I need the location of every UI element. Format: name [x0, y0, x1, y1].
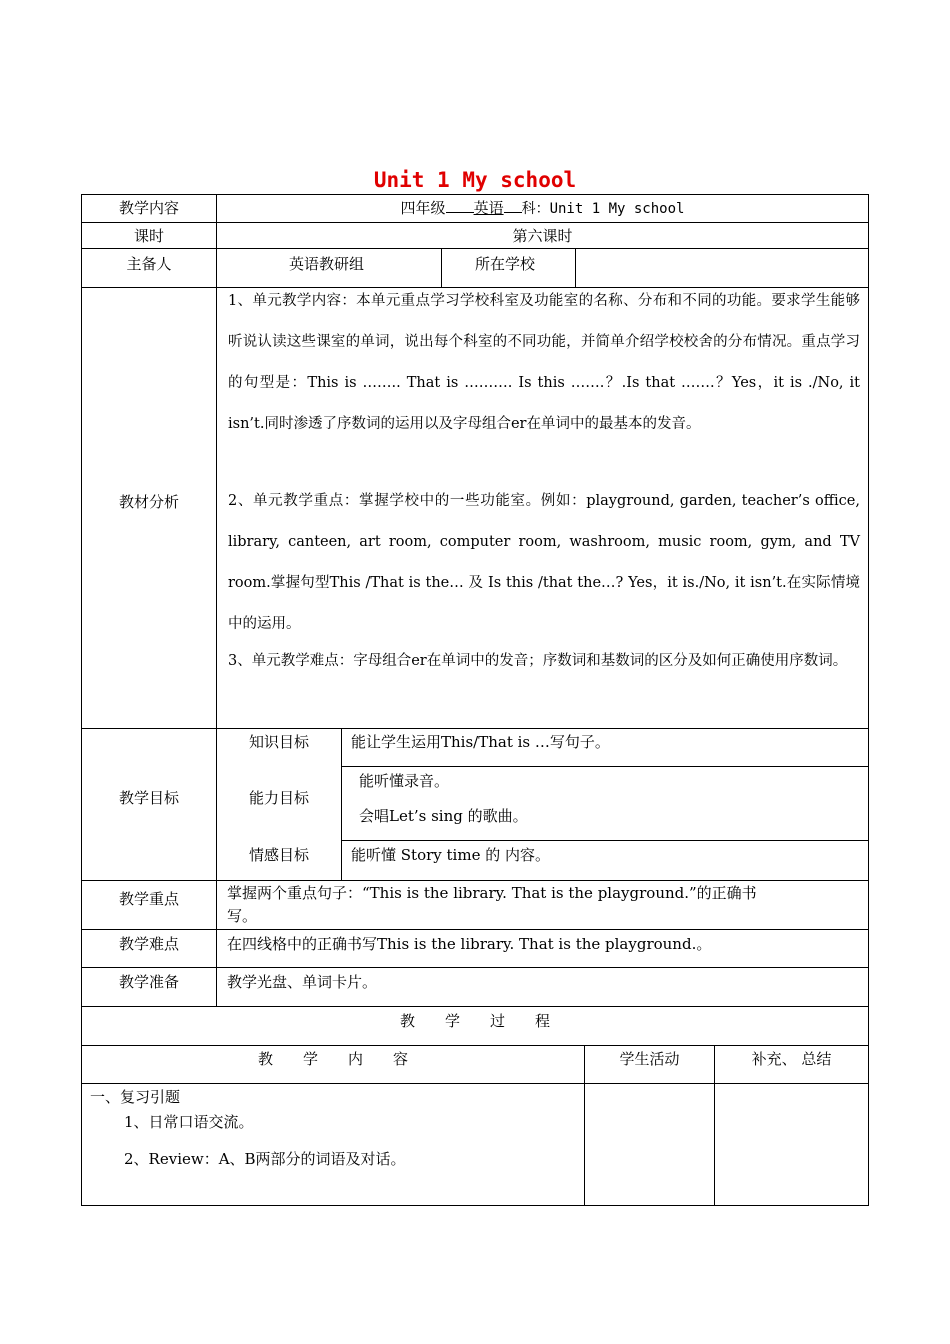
process-activity-header: 学生活动 — [619, 1050, 680, 1068]
school-label: 所在学校 — [475, 255, 536, 273]
key-points-label: 教学重点 — [118, 890, 179, 908]
content-subject: 英语 — [473, 199, 504, 217]
process-item-2: 2、Review：A、B两部分的词语及对话。 — [124, 1150, 406, 1168]
process-item-heading: 一、复习引题 — [90, 1088, 181, 1106]
analysis-label: 教材分析 — [118, 493, 179, 511]
content-label: 教学内容 — [118, 199, 179, 217]
preparer-value: 英语教研组 — [289, 255, 365, 273]
difficulty-label: 教学难点 — [118, 935, 179, 953]
content-grade: 四年级 — [400, 199, 446, 217]
period-value: 第六课时 — [512, 227, 573, 245]
emotion-goal-value: 能听懂 Story time 的 内容。 — [351, 846, 550, 864]
ability-goal-value-2: 会唱Let’s sing 的歌曲。 — [359, 807, 528, 825]
key-points-value-2: 写。 — [227, 907, 258, 925]
document-title: Unit 1 My school — [373, 168, 577, 192]
analysis-paragraph-1: 1、单元教学内容：本单元重点学习学校科室及功能室的名称、分布和不同的功能。要求学生能够听说认读这些课室的单词，说出每个科室的不同功能，并简单介绍学校校舍的分布情况。重点学习的句型是：This is …….. That is ………. Is this …….？.Is that …….？Yes，it is ./No, it isn’t.同时渗透了序数词的运用以及字母组合er在单词中的最基本的发音。 — [228, 293, 860, 432]
knowledge-goal-value: 能让学生运用This/That is …写句子。 — [351, 733, 610, 751]
process-item-1: 1、日常口语交流。 — [124, 1113, 254, 1131]
period-label: 课时 — [133, 227, 164, 245]
content-value — [217, 198, 868, 219]
preparer-label: 主备人 — [126, 255, 172, 273]
key-points-value-1: 掌握两个重点句子：“This is the library. That is the playground.”的正确书 — [227, 884, 757, 902]
goals-label: 教学目标 — [118, 789, 179, 807]
difficulty-value: 在四线格中的正确书写This is the library. That is the playground.。 — [227, 935, 712, 953]
process-content-header: 教 学 内 容 — [257, 1050, 408, 1068]
content-suffix: 科：Unit 1 My school — [521, 201, 685, 217]
emotion-goal-label: 情感目标 — [248, 846, 309, 864]
process-title: 教 学 过 程 — [399, 1012, 550, 1030]
ability-goal-label: 能力目标 — [248, 789, 309, 807]
preparation-value: 教学光盘、单词卡片。 — [227, 973, 378, 991]
analysis-paragraph-2: 2、单元教学重点：掌握学校中的一些功能室。例如：playground, garden, teacher’s office, library, canteen, art room, computer room, washroom, music room, gym, and TV room.掌握句型This /That is the… 及 Is this /that the…? Yes，it is./No, it isn’t.在实际情境中的运用。 — [228, 493, 860, 632]
preparation-label: 教学准备 — [118, 973, 179, 991]
ability-goal-value-1: 能听懂录音。 — [359, 772, 450, 790]
analysis-paragraph-3: 3、单元教学难点：字母组合er在单词中的发音；序数词和基数词的区分及如何正确使用序数词。 — [228, 653, 848, 669]
process-notes-header: 补充、 总结 — [751, 1050, 832, 1068]
knowledge-goal-label: 知识目标 — [248, 733, 309, 751]
